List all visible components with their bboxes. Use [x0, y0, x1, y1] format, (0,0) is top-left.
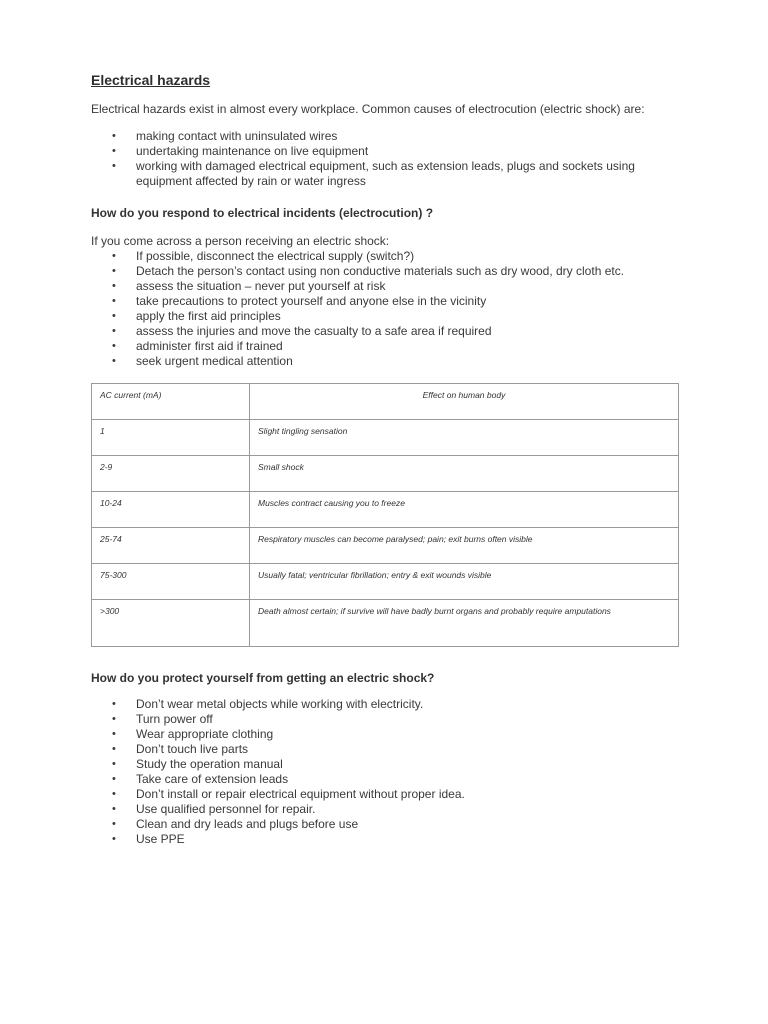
respond-steps-list	[112, 249, 692, 369]
table-cell: 75-300	[92, 564, 250, 600]
list-item: • Wear appropriate clothing	[112, 727, 692, 742]
list-item: • Study the operation manual	[112, 757, 692, 772]
table-cell: 2-9	[92, 456, 250, 492]
list-item: • apply the first aid principles	[112, 309, 692, 324]
table-header-row	[92, 384, 679, 420]
page-title: Electrical hazards	[91, 72, 211, 88]
list-item: • Clean and dry leads and plugs before use	[112, 817, 692, 832]
table-header-cell: AC current (mA)	[92, 384, 250, 420]
table-cell: Death almost certain; if survive will have badly burnt organs and probably require amputations	[250, 600, 679, 647]
list-item: • Don’t wear metal objects while working with electricity.	[112, 697, 692, 712]
table-row	[92, 492, 679, 528]
table-cell: Small shock	[250, 456, 679, 492]
list-item: • Use qualified personnel for repair.	[112, 802, 692, 817]
table-cell: Usually fatal; ventricular fibrillation; entry & exit wounds visible	[250, 564, 679, 600]
table-row	[92, 600, 679, 647]
list-item: • Turn power off	[112, 712, 692, 727]
list-item: • Don’t touch live parts	[112, 742, 692, 757]
list-item: • Use PPE	[112, 832, 692, 847]
respond-intro: If you come across a person receiving an electric shock:	[91, 234, 390, 248]
list-item: • If possible, disconnect the electrical supply (switch?)	[112, 249, 692, 264]
list-item: • Take care of extension leads	[112, 772, 692, 787]
table-cell: Respiratory muscles can become paralysed; pain; exit burns often visible	[250, 528, 679, 564]
list-item: • seek urgent medical attention	[112, 354, 692, 369]
causes-list	[112, 129, 692, 189]
table-cell: Slight tingling sensation	[250, 420, 679, 456]
intro-paragraph: Electrical hazards exist in almost every workplace. Common causes of electrocution (electric shock) are:	[91, 102, 645, 116]
protect-heading: How do you protect yourself from getting an electric shock?	[91, 671, 435, 685]
table-cell: 1	[92, 420, 250, 456]
list-item: • Detach the person’s contact using non conductive materials such as dry wood, dry cloth etc.	[112, 264, 692, 279]
list-item: • administer first aid if trained	[112, 339, 692, 354]
list-item: • making contact with uninsulated wires	[112, 129, 692, 144]
list-item: • undertaking maintenance on live equipment	[112, 144, 692, 159]
list-item: • working with damaged electrical equipment, such as extension leads, plugs and sockets using equipment affected by rain or water ingress	[112, 159, 692, 189]
table-row	[92, 456, 679, 492]
table-cell: 10-24	[92, 492, 250, 528]
list-item: • assess the injuries and move the casualty to a safe area if required	[112, 324, 692, 339]
table-cell: 25-74	[92, 528, 250, 564]
table-row	[92, 564, 679, 600]
list-item: • take precautions to protect yourself and anyone else in the vicinity	[112, 294, 692, 309]
table-header-cell: Effect on human body	[250, 384, 679, 420]
table-cell: >300	[92, 600, 250, 647]
table-cell: Muscles contract causing you to freeze	[250, 492, 679, 528]
current-effects-table	[91, 383, 679, 647]
list-item: • Don’t install or repair electrical equipment without proper idea.	[112, 787, 692, 802]
respond-heading: How do you respond to electrical incidents (electrocution) ?	[91, 206, 434, 220]
list-item: • assess the situation – never put yourself at risk	[112, 279, 692, 294]
table-row	[92, 420, 679, 456]
table-row	[92, 528, 679, 564]
protect-steps-list	[112, 697, 692, 847]
